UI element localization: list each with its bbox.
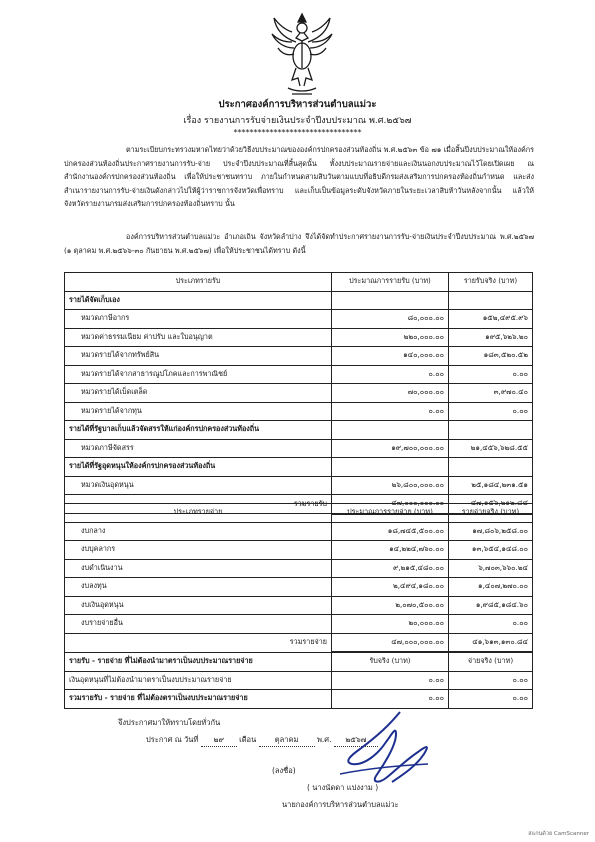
income-section-label: รายได้จัดเก็บเอง	[65, 291, 332, 310]
expense-actual: ๑๗,๘๐๖,๒๕๘.๐๐	[449, 522, 533, 541]
expense-actual: ๖,๗๐๓,๖๖๐.๒๔	[449, 559, 533, 578]
non-budget-total-paid: ๐.๐๐	[449, 690, 533, 709]
income-actual: ๑๙๕,๖๒๖.๒๐	[449, 328, 533, 347]
expense-category-label: งบกลาง	[65, 522, 332, 541]
income-col-estimate: ประมาณการรายรับ (บาท)	[332, 273, 449, 292]
expense-estimate: ๑๘,๗๔๕,๕๐๐.๐๐	[332, 522, 449, 541]
income-estimate: ๐.๐๐	[332, 402, 449, 421]
income-estimate: ๑๔๐,๐๐๐.๐๐	[332, 347, 449, 366]
date-year: ๒๕๖๗	[334, 734, 378, 747]
expense-row	[65, 522, 533, 541]
expense-estimate: ๙,๒๑๕,๔๘๐.๐๐	[332, 559, 449, 578]
expense-total-estimate: ๔๗,๐๐๐,๐๐๐.๐๐	[332, 633, 449, 652]
income-category-label: หมวดเงินอุดหนุน	[65, 476, 332, 495]
expense-category-label: งบดำเนินงาน	[65, 559, 332, 578]
income-row	[65, 291, 533, 310]
expense-total-row	[65, 633, 533, 652]
date-year-label: พ.ศ.	[316, 735, 332, 744]
expense-total-label: รวมรายจ่าย	[65, 633, 332, 652]
income-estimate: ๘๐,๐๐๐.๐๐	[332, 310, 449, 329]
non-budget-header-row	[65, 653, 533, 672]
income-category-label: หมวดรายได้เบ็ดเตล็ด	[65, 384, 332, 403]
expense-category-label: งบบุคลากร	[65, 541, 332, 560]
income-estimate: ๗๐,๐๐๐.๐๐	[332, 384, 449, 403]
expense-estimate: ๒,๔๙๔,๑๘๐.๐๐	[332, 578, 449, 597]
non-budget-paid: ๐.๐๐	[449, 671, 533, 690]
expense-actual: ๑๓,๖๕๔,๑๔๘.๐๐	[449, 541, 533, 560]
expense-actual: ๑,๙๘๕,๑๘๔.๖๐	[449, 596, 533, 615]
expense-row	[65, 596, 533, 615]
income-row	[65, 347, 533, 366]
income-category-label: หมวดรายได้จากทรัพย์สิน	[65, 347, 332, 366]
date-month: ตุลาคม	[259, 734, 315, 747]
income-row	[65, 328, 533, 347]
document-subject	[0, 113, 595, 127]
date-prefix: ประกาศ ณ วันที่	[146, 735, 199, 744]
non-budget-received: ๐.๐๐	[332, 671, 449, 690]
non-budget-total-row	[65, 690, 533, 709]
non-budget-col-received: รับจริง (บาท)	[332, 653, 449, 672]
income-actual: ๑๘๓,๕๒๐.๕๒	[449, 347, 533, 366]
expense-row	[65, 559, 533, 578]
income-section-label: รายได้ที่รัฐบาลเก็บแล้วจัดสรรให้แก่องค์กรปกครองส่วนท้องถิ่น	[65, 421, 332, 440]
expense-table	[64, 503, 533, 653]
income-actual	[449, 421, 533, 440]
income-total-actual: ๔๗,๑๕๖,๒๑๒.๘๔	[449, 495, 533, 514]
date-day: ๒๙	[201, 734, 237, 747]
stars-divider: ********************************	[233, 128, 362, 137]
signatory-name: ( นางนัดดา แปงงาม )	[307, 783, 379, 792]
income-estimate	[332, 291, 449, 310]
non-budget-col-type: รายรับ - รายจ่าย ที่ไม่ต้องนำมาตราเป็นงบประมาณรายจ่าย	[65, 653, 332, 672]
announce-text: องค์การบริหารส่วนตำบลแม่วะ อำเภอเถิน จังหวัดลำปาง จึงได้จัดทำประกาศรายงานการรับ-จ่ายเงินประจำปีงบประมาณ พ.ศ.๒๕๖๗ (๑ ตุลาคม พ.ศ.๒๕๖๖-๓๐ กันยายน พ.ศ.๒๕๖๗) เพื่อให้ประชาชนได้ทราบ ดังนี้	[64, 232, 534, 255]
income-actual: ๓,๙๗๐.๔๐	[449, 384, 533, 403]
income-actual: ๑๕๒,๔๙๕.๙๖	[449, 310, 533, 329]
income-row	[65, 421, 533, 440]
income-category-label: หมวดรายได้จากสาธารณูปโภคและการพาณิชย์	[65, 365, 332, 384]
expense-col-estimate: ประมาณการรายจ่าย (บาท)	[332, 504, 449, 523]
intro-paragraph	[64, 143, 534, 211]
income-estimate: ๒๖,๘๐๐,๐๐๐.๐๐	[332, 476, 449, 495]
garuda-emblem	[270, 8, 334, 98]
scanner-watermark: สแกนด้วย CamScanner	[528, 831, 589, 837]
expense-row	[65, 615, 533, 634]
non-budget-label: เงินอุดหนุนที่ไม่ต้องนำมาตราเป็นงบประมาณรายจ่าย	[65, 671, 332, 690]
subject-text: รายงานการรับจ่ายเงินประจำปีงบประมาณ พ.ศ.๒๕๖๗	[204, 116, 412, 126]
non-budget-table	[64, 652, 533, 709]
income-category-label: หมวดภาษีจัดสรร	[65, 439, 332, 458]
closing-announce: จึงประกาศมาให้ทราบโดยทั่วกัน	[118, 718, 221, 727]
intro-text: ตามระเบียบกระทรวงมหาดไทยว่าด้วยวิธีงบประมาณขององค์กรปกครองส่วนท้องถิ่น พ.ศ.๒๕๖๓ ข้อ ๗๑ เมื่อสิ้นปีงบประมาณให้องค์กรปกครองส่วนท้องถิ่นประกาศรายงานการรับ-จ่าย ประจำปีงบประมาณที่สิ้นสุดนั้น ทั้งงบประมาณรายจ่ายและเงินนอกงบประมาณไว้โดยเปิดเผย ณ สำนักงานองค์กรปกครองส่วนท้องถิ่น เพื่อให้ประชาชนทราบ ภายในกำหนดสามสิบวันตามแบบที่อธิบดีกรมส่งเสริมการปกครองท้องถิ่นกำหนด และส่งสำเนารายงานการรับ-จ่ายเงินดังกล่าวไปให้ผู้ว่าราชการจังหวัดเพื่อทราบ และเก็บเป็นข้อมูลระดับจังหวัดภายในระยะเวลาสิบห้าวันหลังจากนั้น แล้วให้จังหวัดรายงานกรมส่งเสริมการปกครองท้องถิ่นทราบ นั้น	[64, 145, 534, 208]
expense-col-actual: รายจ่ายจริง (บาท)	[449, 504, 533, 523]
expense-body	[65, 522, 533, 633]
income-estimate	[332, 421, 449, 440]
income-row	[65, 384, 533, 403]
announce-paragraph	[64, 230, 534, 257]
income-col-actual: รายรับจริง (บาท)	[449, 273, 533, 292]
income-actual	[449, 458, 533, 477]
expense-header-row	[65, 504, 533, 523]
expense-category-label: งบลงทุน	[65, 578, 332, 597]
income-category-label: หมวดรายได้จากทุน	[65, 402, 332, 421]
income-estimate: ๑๙,๗๐๐,๐๐๐.๐๐	[332, 439, 449, 458]
non-budget-row	[65, 671, 533, 690]
non-budget-total-label: รวมรายรับ - รายจ่าย ที่ไม่ต้องตราเป็นงบประมาณรายจ่าย	[65, 690, 332, 709]
income-body	[65, 291, 533, 495]
income-category-label: หมวดค่าธรรมเนียม ค่าปรับ และใบอนุญาต	[65, 328, 332, 347]
expense-category-label: งบเงินอุดหนุน	[65, 596, 332, 615]
non-budget-total-received: ๐.๐๐	[332, 690, 449, 709]
income-row	[65, 439, 533, 458]
income-col-type: ประเภทรายรับ	[65, 273, 332, 292]
income-row	[65, 402, 533, 421]
expense-actual: ๑,๔๐๗,๒๗๐.๐๐	[449, 578, 533, 597]
expense-col-type: ประเภทรายจ่าย	[65, 504, 332, 523]
income-row	[65, 310, 533, 329]
income-actual: ๒๑,๔๕๖,๖๒๘.๕๕	[449, 439, 533, 458]
expense-total-actual: ๔๑,๖๑๓,๑๓๐.๘๔	[449, 633, 533, 652]
income-estimate: ๒๒๐,๐๐๐.๐๐	[332, 328, 449, 347]
expense-row	[65, 578, 533, 597]
expense-estimate: ๒๐,๐๐๐.๐๐	[332, 615, 449, 634]
document-title: ประกาศองค์การบริหารส่วนตำบลแม่วะ	[218, 99, 377, 110]
income-section-label: รายได้ที่รัฐอุดหนุนให้องค์กรปกครองส่วนท้องถิ่น	[65, 458, 332, 477]
signatory-position: นายกองค์การบริหารส่วนตำบลแม่วะ	[282, 800, 399, 809]
non-budget-col-paid: จ่ายจริง (บาท)	[449, 653, 533, 672]
income-row	[65, 476, 533, 495]
expense-estimate: ๒,๐๗๐,๕๐๐.๐๐	[332, 596, 449, 615]
expense-actual: ๐.๐๐	[449, 615, 533, 634]
non-budget-body	[65, 671, 533, 690]
income-total-estimate: ๔๗,๐๐๐,๐๐๐.๐๐	[332, 495, 449, 514]
income-actual	[449, 291, 533, 310]
income-estimate	[332, 458, 449, 477]
income-header-row	[65, 273, 533, 292]
signed-label: (ลงชื่อ)	[272, 766, 296, 775]
income-actual: ๐.๐๐	[449, 365, 533, 384]
income-actual: ๒๕,๑๘๔,๒๓๑.๕๑	[449, 476, 533, 495]
expense-estimate: ๑๔,๒๒๔,๗๖๐.๐๐	[332, 541, 449, 560]
date-month-label: เดือน	[239, 735, 257, 744]
income-category-label: หมวดภาษีอากร	[65, 310, 332, 329]
income-estimate: ๐.๐๐	[332, 365, 449, 384]
expense-category-label: งบรายจ่ายอื่น	[65, 615, 332, 634]
income-total-label: รวมรายรับ	[65, 495, 332, 514]
subject-label: เรื่อง	[183, 116, 202, 126]
income-row	[65, 365, 533, 384]
income-table	[64, 272, 533, 515]
income-row	[65, 458, 533, 477]
expense-row	[65, 541, 533, 560]
income-actual: ๐.๐๐	[449, 402, 533, 421]
